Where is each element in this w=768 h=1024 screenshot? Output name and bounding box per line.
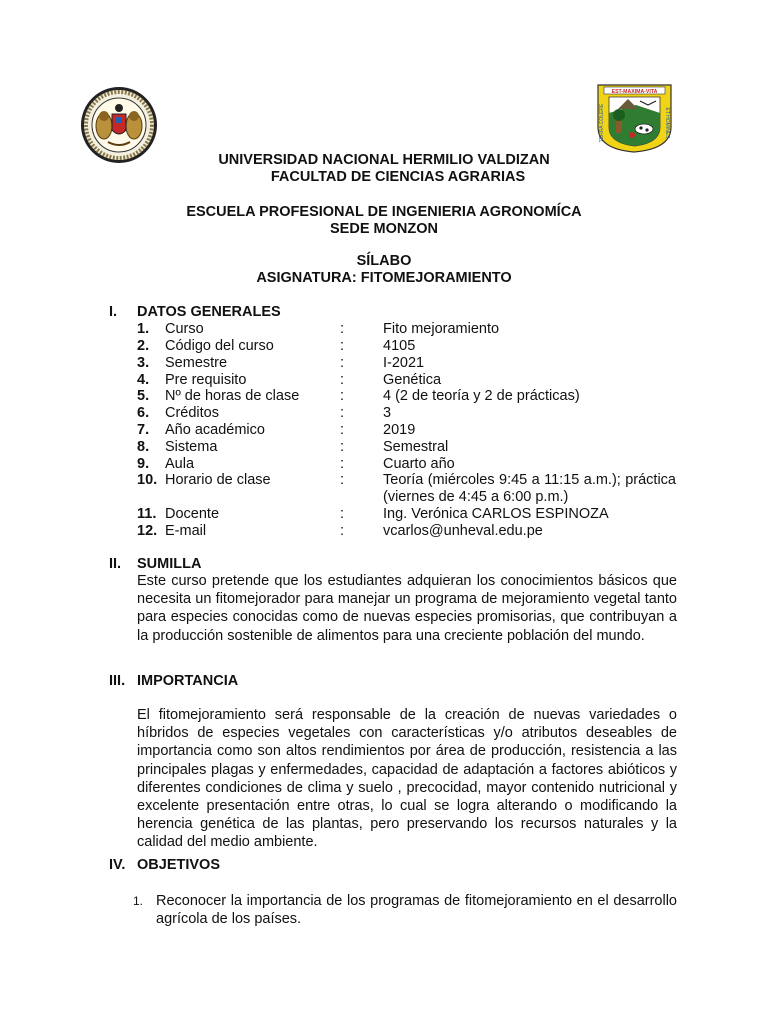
- datos-row-label: Semestre: [165, 355, 228, 371]
- datos-row-colon: :: [340, 506, 345, 522]
- datos-row-label: Curso: [165, 321, 204, 337]
- datos-row-value[interactable]: vcarlos@unheval.edu.pe: [383, 523, 543, 539]
- datos-row-value: 2019: [383, 422, 416, 438]
- datos-row-value: Cuarto año: [383, 456, 455, 472]
- datos-row: [137, 523, 697, 540]
- datos-row-value: Semestral: [383, 439, 449, 455]
- datos-row-number: 8.: [137, 439, 150, 455]
- section-title-objetivos: OBJETIVOS: [137, 857, 220, 873]
- objective-text: Reconocer la importancia de los programas de fitomejoramiento en el desarrollo agrícola de los países.: [156, 893, 677, 927]
- subject-title: ASIGNATURA: FITOMEJORAMIENTO: [256, 270, 512, 286]
- campus-name: SEDE MONZON: [330, 221, 438, 237]
- datos-row-colon: :: [340, 338, 345, 354]
- datos-row-value: Fito mejoramiento: [383, 321, 500, 337]
- datos-row-number: 7.: [137, 422, 150, 438]
- datos-row-value: Teoría (miércoles 9:45 a 11:15 a.m.); práctica (viernes de 4:45 a 6:00 p.m.): [383, 472, 676, 505]
- datos-row-number: 2.: [137, 338, 150, 354]
- datos-row: [137, 355, 697, 372]
- datos-row-colon: :: [340, 422, 345, 438]
- datos-row: [137, 422, 697, 439]
- objective-number: 1.: [133, 894, 144, 908]
- datos-row-colon: :: [340, 439, 345, 455]
- datos-row: [137, 338, 697, 355]
- sumilla-paragraph: Este curso pretende que los estudiantes adquieran los conocimientos básicos que necesita un fitomejorador para manejar un programa de mejoramiento vegetal tanto para especies conocidas como de nuevas especies promisorias, que contribuyan a la producción sostenible de alimentos para una creciente población del mundo.: [137, 573, 677, 644]
- datos-row-value: I-2021: [383, 355, 425, 371]
- datos-row-number: 9.: [137, 456, 150, 472]
- section-title-importancia: IMPORTANCIA: [137, 673, 239, 689]
- crest-banner-text: EST-MAXIMA-VITA: [611, 89, 658, 95]
- datos-row-colon: :: [340, 355, 345, 371]
- datos-row-colon: :: [340, 472, 345, 488]
- section-number-objetivos: IV.: [109, 857, 126, 873]
- datos-row-label: Aula: [165, 456, 195, 472]
- importancia-paragraph: El fitomejoramiento será responsable de la creación de nuevas variedades o híbridos de especies vegetales con características y/o atributos deseables de importancia como son altos rendimientos por área de producción, resistencia a las principales plagas y enfermedades, capacidad de adaptación a factores abióticos y diferentes condiciones de clima y suelo , precocidad, mayor contenido nutricional y excelente presentación entre otras, lo cual se logra alterando o modificando la herencia genética de las plantas, pero preservando los recursos naturales y la calidad del medio ambiente.: [137, 707, 677, 851]
- section-number-sumilla: II.: [109, 556, 122, 572]
- datos-row-colon: :: [340, 405, 345, 421]
- school-name: ESCUELA PROFESIONAL DE INGENIERIA AGRONOMÍCA: [186, 204, 582, 220]
- datos-row-label: Nº de horas de clase: [165, 388, 300, 404]
- datos-row: [137, 439, 697, 456]
- crest-side-left-text: TERRA COLERE: [599, 103, 605, 143]
- faculty-crest-logo: [596, 83, 673, 153]
- datos-row-label: Horario de clase: [165, 472, 271, 488]
- datos-row-value: Genética: [383, 372, 442, 388]
- section-number-importancia: III.: [109, 673, 126, 689]
- section-title-datos: DATOS GENERALES: [137, 304, 281, 320]
- datos-row-label: Créditos: [165, 405, 219, 421]
- datos-row-label: Pre requisito: [165, 372, 247, 388]
- datos-row-colon: :: [340, 388, 345, 404]
- section-title-sumilla: SUMILLA: [137, 556, 202, 572]
- datos-row-number: 1.: [137, 321, 150, 337]
- datos-row: [137, 388, 697, 405]
- datos-row: [137, 321, 697, 338]
- document-type: SÍLABO: [356, 253, 412, 269]
- datos-row-label: Sistema: [165, 439, 218, 455]
- datos-row: [137, 405, 697, 422]
- datos-row-colon: :: [340, 321, 345, 337]
- datos-row-colon: :: [340, 456, 345, 472]
- datos-row-label: Código del curso: [165, 338, 274, 354]
- datos-row: [137, 472, 697, 505]
- datos-row: [137, 372, 697, 389]
- crest-side-right-text: ET HOMINES: [664, 107, 670, 139]
- datos-row-label: Año académico: [165, 422, 265, 438]
- faculty-name: FACULTAD DE CIENCIAS AGRARIAS: [270, 169, 526, 185]
- datos-row-number: 10.: [137, 472, 158, 488]
- datos-row-colon: :: [340, 372, 345, 388]
- datos-row-number: 12.: [137, 523, 158, 539]
- datos-row-label: E-mail: [165, 523, 207, 539]
- university-name: UNIVERSIDAD NACIONAL HERMILIO VALDIZAN: [218, 152, 550, 168]
- datos-row-label: Docente: [165, 506, 220, 522]
- datos-row-number: 3.: [137, 355, 150, 371]
- datos-row: [137, 506, 697, 523]
- datos-row-number: 5.: [137, 388, 150, 404]
- datos-row: [137, 456, 697, 473]
- datos-row-colon: :: [340, 523, 345, 539]
- datos-row-value: 4 (2 de teoría y 2 de prácticas): [383, 388, 580, 404]
- section-number-datos: I.: [109, 304, 118, 320]
- datos-row-number: 4.: [137, 372, 150, 388]
- datos-row-value: 4105: [383, 338, 416, 354]
- datos-row-value: Ing. Verónica CARLOS ESPINOZA: [383, 506, 609, 522]
- datos-row-number: 11.: [137, 506, 157, 522]
- datos-row-value: 3: [383, 405, 392, 421]
- datos-row-number: 6.: [137, 405, 150, 421]
